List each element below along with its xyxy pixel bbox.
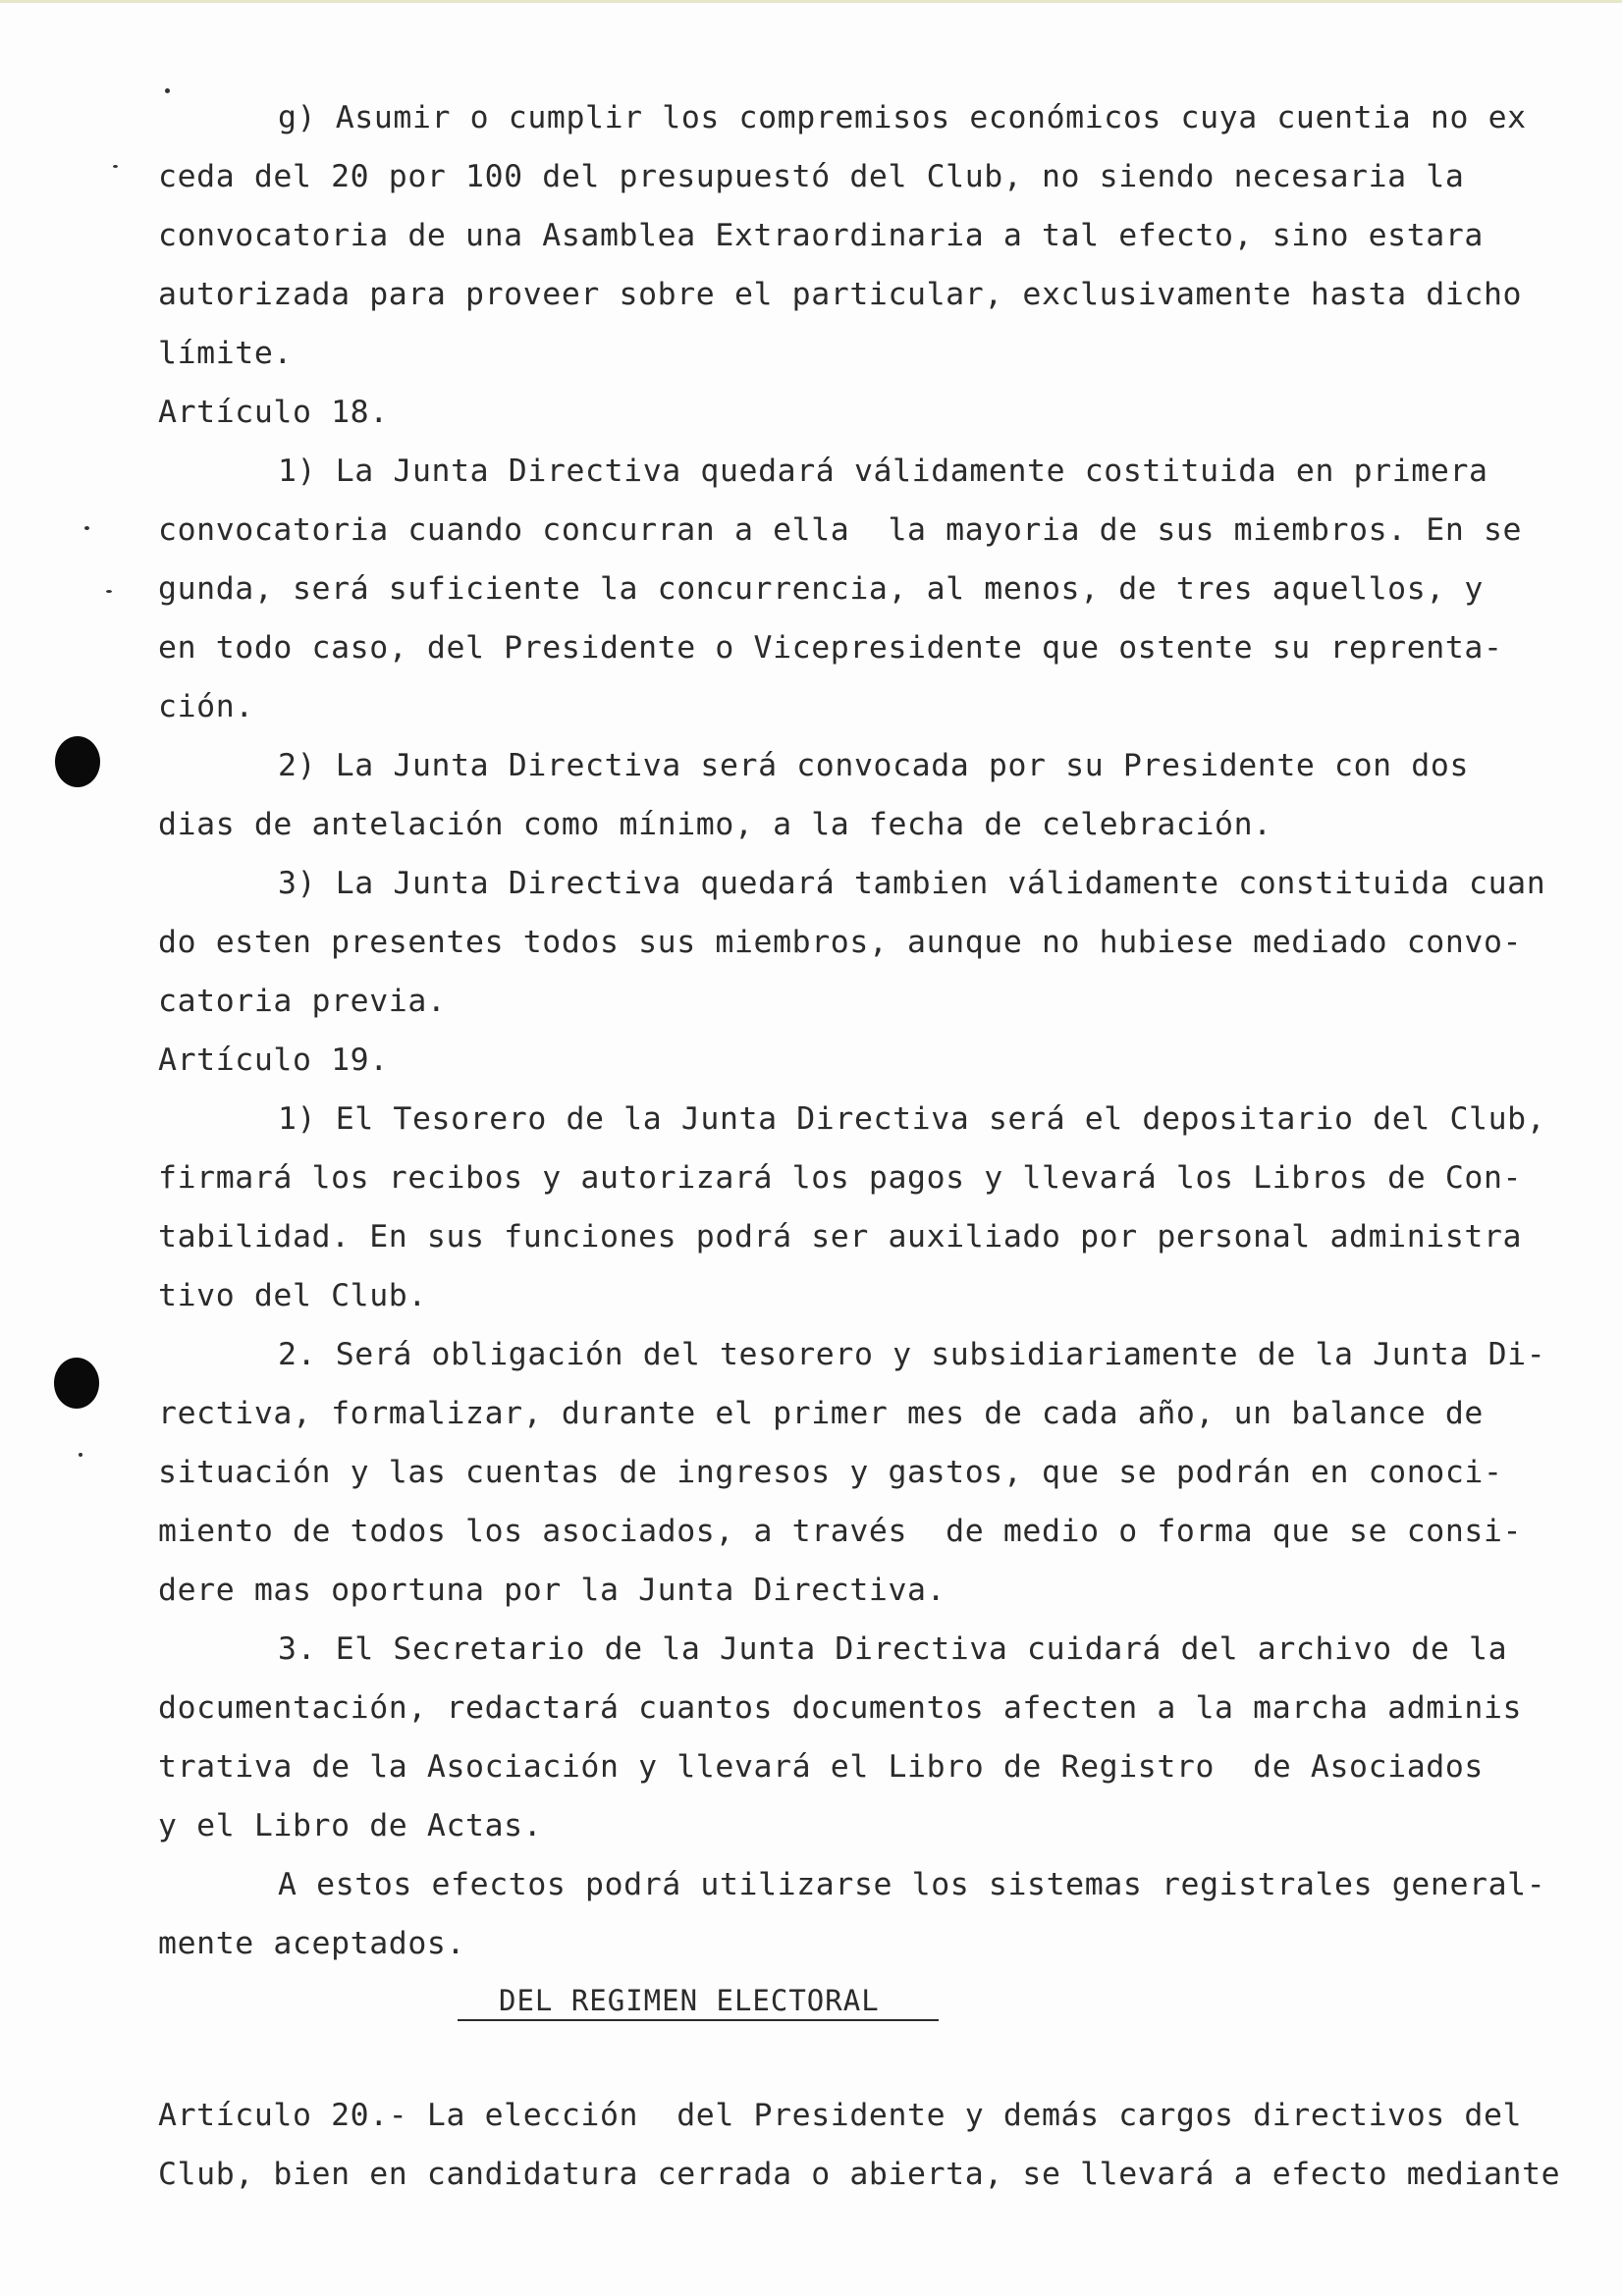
text-line: firmará los recibos y autorizará los pagos y llevará los Libros de Con- xyxy=(158,1160,1523,1196)
ink-speck xyxy=(113,165,118,168)
article-text-line: Artículo 20.- La elección del Presidente y demás cargos directivos del xyxy=(158,2098,1523,2133)
text-line: 1) La Junta Directiva quedará válidamente costituida en primera xyxy=(278,454,1488,489)
article-heading: Artículo 18. xyxy=(158,395,389,430)
text-line: límite. xyxy=(158,336,293,371)
ink-speck xyxy=(79,1453,82,1457)
text-line: autorizada para proveer sobre el particular, exclusivamente hasta dicho xyxy=(158,277,1523,312)
text-line: 1) El Tesorero de la Junta Directiva será el depositario del Club, xyxy=(278,1101,1546,1137)
text-line: 3. El Secretario de la Junta Directiva cuidará del archivo de la xyxy=(278,1631,1508,1667)
text-line: 2. Será obligación del tesorero y subsidiariamente de la Junta Di- xyxy=(278,1337,1546,1372)
text-line: tivo del Club. xyxy=(158,1278,427,1313)
article-heading: Artículo 19. xyxy=(158,1042,389,1078)
text-line: Club, bien en candidatura cerrada o abierta, se llevará a efecto mediante xyxy=(158,2157,1561,2192)
ink-speck xyxy=(106,590,112,593)
text-line: y el Libro de Actas. xyxy=(158,1808,543,1843)
text-line: convocatoria de una Asamblea Extraordinaria a tal efecto, sino estara xyxy=(158,218,1484,253)
text-line: gunda, será suficiente la concurrencia, al menos, de tres aquellos, y xyxy=(158,571,1484,607)
ink-speck xyxy=(84,526,89,530)
text-line: do esten presentes todos sus miembros, aunque no hubiese mediado convo- xyxy=(158,925,1523,960)
ink-speck xyxy=(165,88,170,93)
text-line: mente aceptados. xyxy=(158,1926,466,1961)
text-line: rectiva, formalizar, durante el primer mes de cada año, un balance de xyxy=(158,1396,1484,1431)
text-line: trativa de la Asociación y llevará el Libro de Registro de Asociados xyxy=(158,1749,1484,1785)
section-heading-underline xyxy=(458,2019,939,2021)
page-top-edge xyxy=(0,0,1622,3)
text-line: catoria previa. xyxy=(158,984,447,1019)
punch-hole-bottom xyxy=(54,1358,99,1409)
text-line: convocatoria cuando concurran a ella la mayoria de sus miembros. En se xyxy=(158,512,1523,548)
text-line: 2) La Junta Directiva será convocada por su Presidente con dos xyxy=(278,748,1470,783)
text-line: A estos efectos podrá utilizarse los sistemas registrales general- xyxy=(278,1867,1546,1902)
text-line: tabilidad. En sus funciones podrá ser auxiliado por personal administra xyxy=(158,1219,1523,1255)
section-heading: DEL REGIMEN ELECTORAL xyxy=(499,1984,880,2017)
text-line: dere mas oportuna por la Junta Directiva. xyxy=(158,1573,946,1608)
text-line: miento de todos los asociados, a través de medio o forma que se consi- xyxy=(158,1514,1523,1549)
text-line: documentación, redactará cuantos documentos afecten a la marcha adminis xyxy=(158,1690,1523,1726)
text-line: situación y las cuentas de ingresos y gastos, que se podrán en conoci- xyxy=(158,1455,1503,1490)
text-line: ción. xyxy=(158,689,254,724)
text-line: en todo caso, del Presidente o Vicepresidente que ostente su reprenta- xyxy=(158,630,1503,666)
text-line: dias de antelación como mínimo, a la fecha de celebración. xyxy=(158,807,1272,842)
text-line: g) Asumir o cumplir los compremisos económicos cuya cuentia no ex xyxy=(278,100,1527,135)
text-line: ceda del 20 por 100 del presupuestó del Club, no siendo necesaria la xyxy=(158,159,1465,194)
punch-hole-top xyxy=(55,736,100,787)
text-line: 3) La Junta Directiva quedará tambien válidamente constituida cuan xyxy=(278,866,1546,901)
